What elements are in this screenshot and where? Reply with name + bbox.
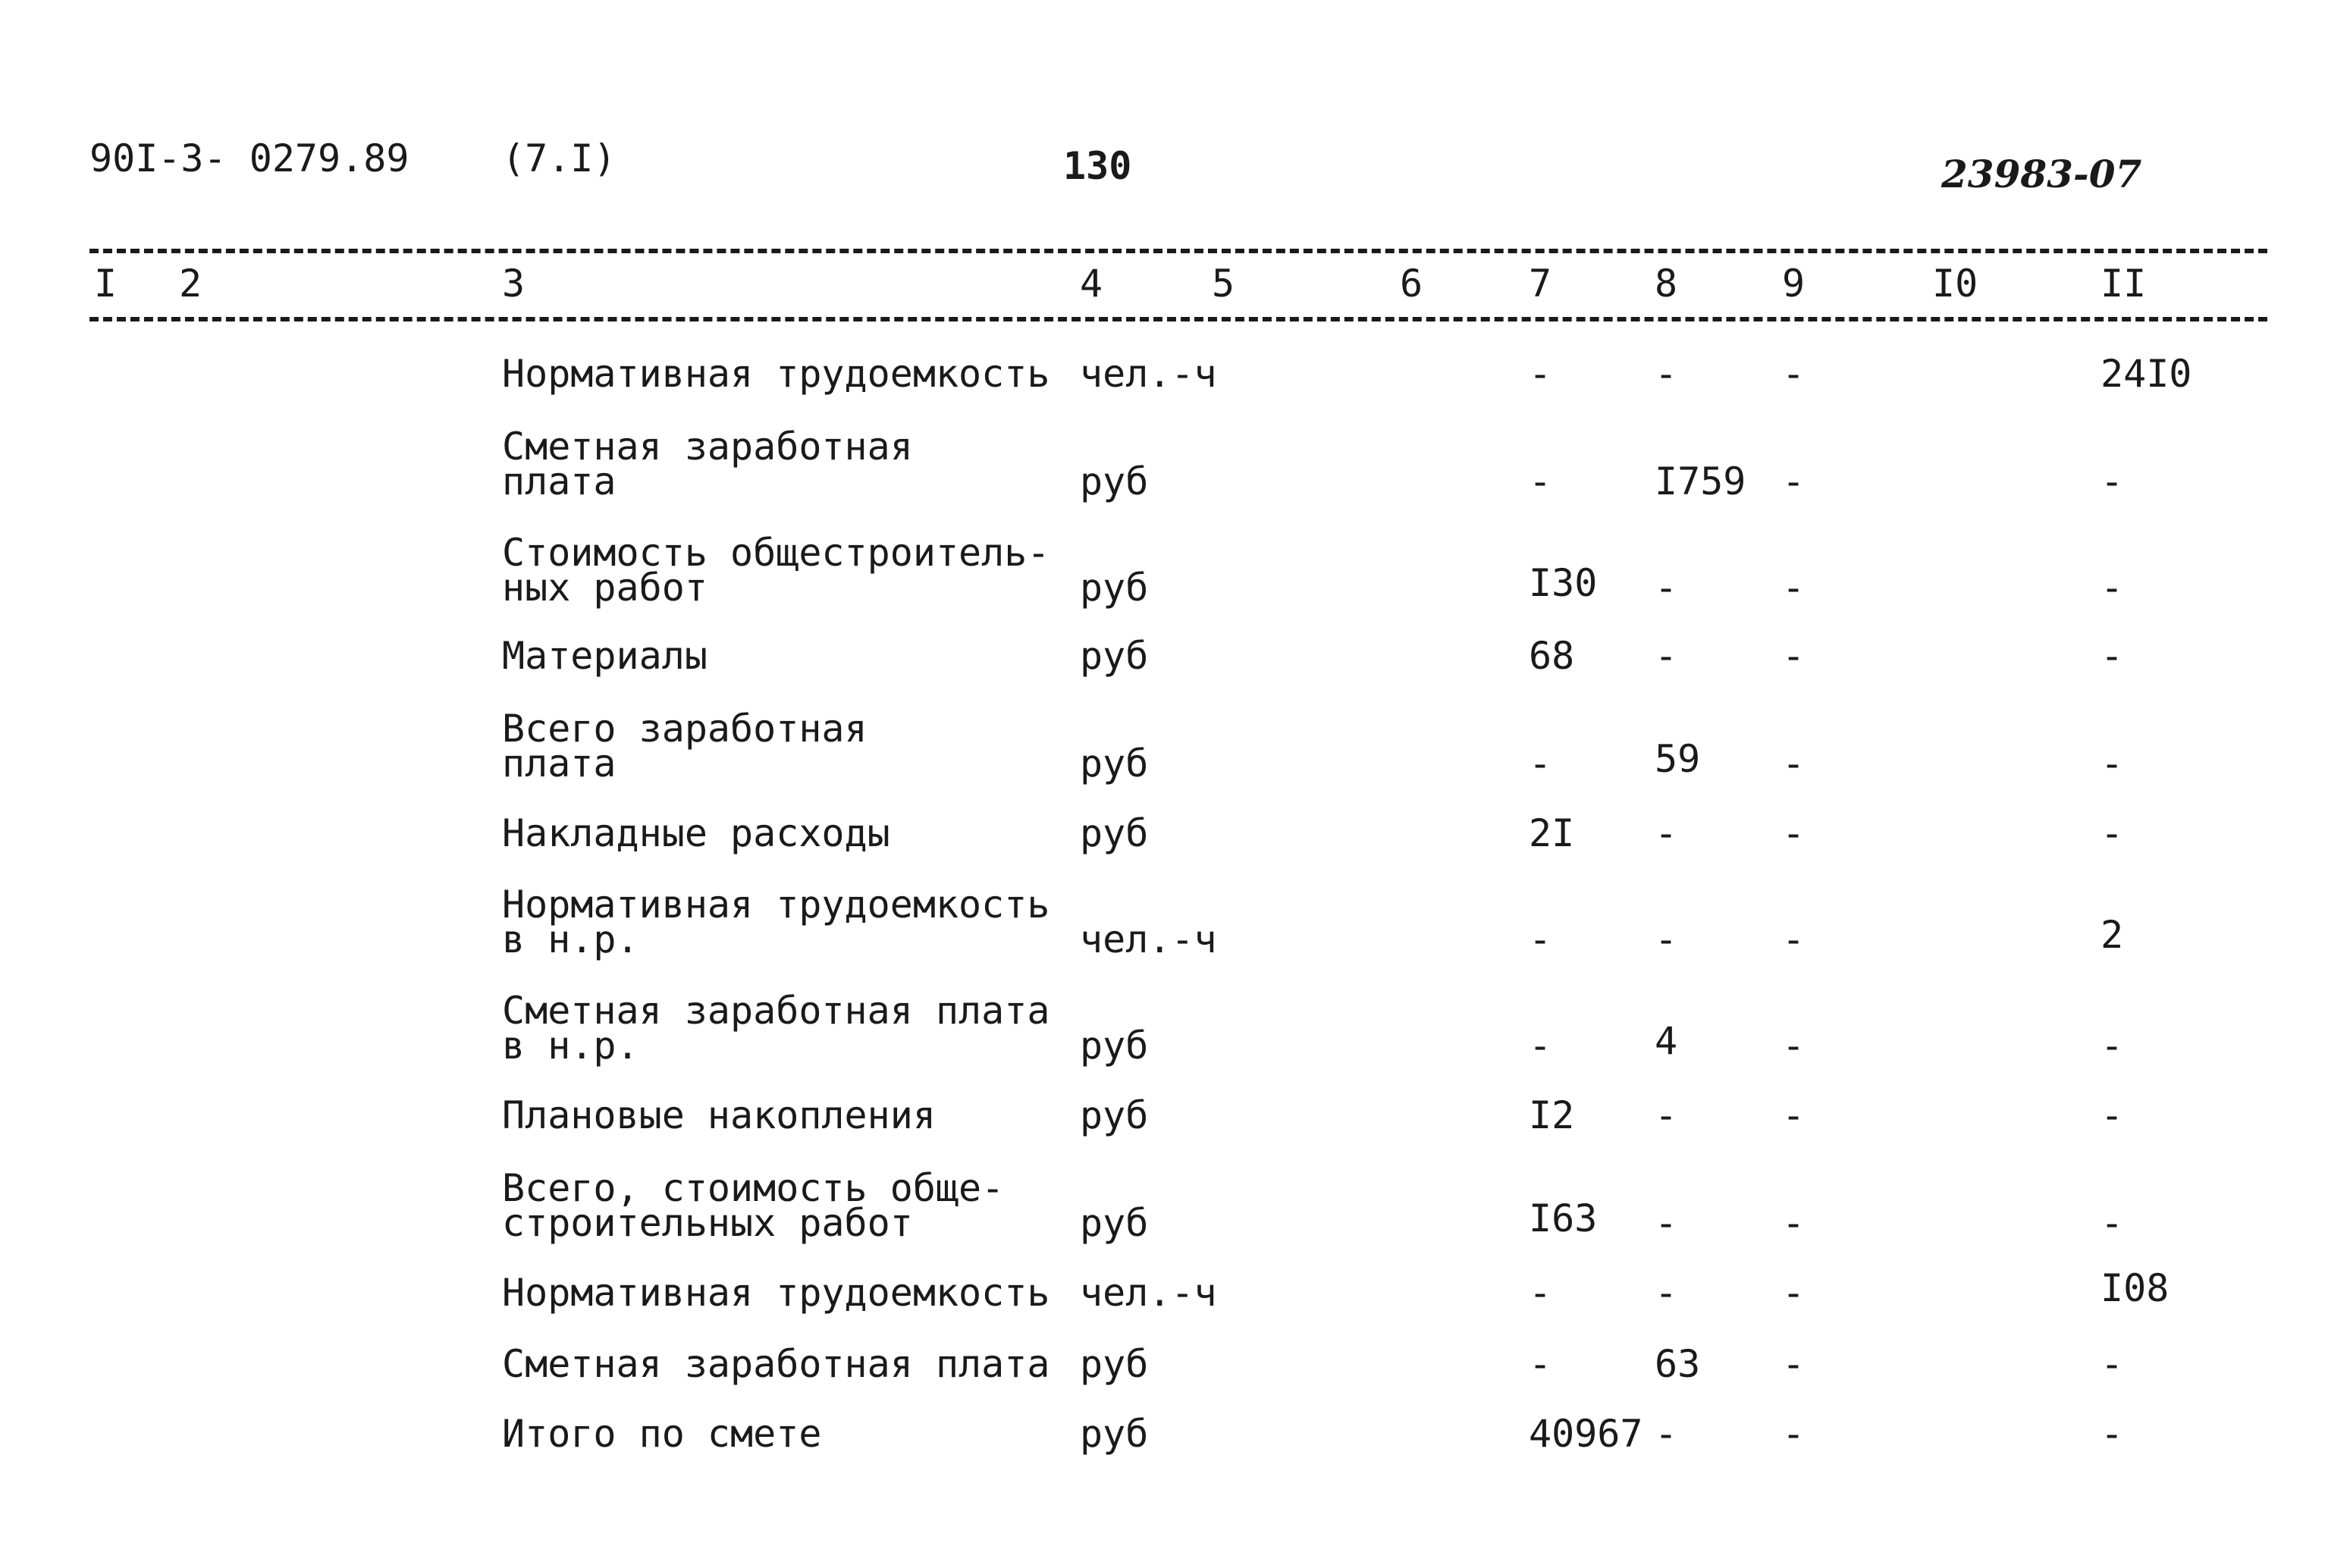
row-unit: руб [1080, 811, 1149, 855]
row-col-11: I08 [2101, 1266, 2170, 1310]
row-col-11: - [2101, 1412, 2124, 1456]
row-name: Стоимость общестроитель- ных работ [502, 531, 1050, 610]
row-col-7: - [1529, 1342, 1552, 1386]
row-name: Накладные расходы [502, 811, 890, 855]
row-unit: руб [1080, 566, 1149, 610]
row-col-7: 2I [1529, 811, 1575, 855]
row-col-9: - [1782, 566, 1806, 610]
col-header-6: 6 [1400, 262, 1423, 306]
row-col-11: - [2101, 742, 2124, 786]
row-col-8: - [1655, 1412, 1678, 1456]
row-unit: руб [1080, 1412, 1149, 1456]
archive-number: 23983-07 [1941, 152, 2142, 196]
row-name: Материалы [502, 634, 707, 678]
col-header-2: 2 [179, 262, 202, 306]
row-name: Нормативная трудоемкость в н.р. [502, 883, 1050, 961]
row-unit: чел.-ч [1080, 917, 1217, 961]
row-col-11: - [2101, 1024, 2124, 1068]
row-unit: чел.-ч [1080, 1271, 1217, 1315]
row-col-7: 40967 [1529, 1412, 1643, 1456]
document-code: 90I-3- 0279.89 [89, 136, 409, 180]
row-name: Сметная заработная плата [502, 1342, 1050, 1386]
row-col-7: - [1529, 459, 1552, 503]
col-header-1: I [94, 262, 118, 306]
row-col-9: - [1782, 459, 1806, 503]
row-col-9: - [1782, 1024, 1806, 1068]
row-col-7: - [1529, 1271, 1552, 1315]
row-col-8: - [1655, 1093, 1678, 1137]
row-unit: руб [1080, 1342, 1149, 1386]
row-col-11: - [2101, 459, 2124, 503]
row-col-11: - [2101, 566, 2124, 610]
section-number: (7.I) [502, 136, 617, 180]
row-col-9: - [1782, 1201, 1806, 1245]
row-col-9: - [1782, 1093, 1806, 1137]
col-header-9: 9 [1782, 262, 1806, 306]
col-header-10: I0 [1932, 262, 1978, 306]
row-unit: чел.-ч [1080, 352, 1217, 396]
row-col-8: - [1655, 566, 1678, 610]
row-col-8: - [1655, 1271, 1678, 1315]
row-col-8: I759 [1655, 459, 1746, 503]
row-col-8: 4 [1655, 1019, 1678, 1063]
header-top-rule [89, 249, 2267, 253]
row-col-8: - [1655, 917, 1678, 961]
row-col-9: - [1782, 352, 1806, 396]
row-name: Сметная заработная плата в н.р. [502, 989, 1050, 1068]
col-header-7: 7 [1529, 262, 1552, 306]
col-header-8: 8 [1655, 262, 1678, 306]
row-col-8: 63 [1655, 1342, 1701, 1386]
row-col-8: - [1655, 1201, 1678, 1245]
col-header-3: 3 [502, 262, 526, 306]
row-name: Итого по смете [502, 1412, 822, 1456]
row-unit: руб [1080, 1024, 1149, 1068]
row-col-11: - [2101, 811, 2124, 855]
row-col-7: - [1529, 742, 1552, 786]
row-name: Всего, стоимость обще- строительных работ [502, 1166, 1005, 1245]
row-name: Нормативная трудоемкость [502, 352, 1050, 396]
row-col-9: - [1782, 1412, 1806, 1456]
row-col-7: - [1529, 1024, 1552, 1068]
row-col-7: I63 [1529, 1196, 1598, 1240]
row-col-8: - [1655, 352, 1678, 396]
row-name: Нормативная трудоемкость [502, 1271, 1050, 1315]
row-unit: руб [1080, 634, 1149, 678]
row-col-7: 68 [1529, 634, 1575, 678]
row-unit: руб [1080, 1201, 1149, 1245]
row-col-11: - [2101, 1093, 2124, 1137]
col-header-5: 5 [1212, 262, 1235, 306]
row-col-11: - [2101, 1342, 2124, 1386]
row-col-11: 24I0 [2101, 352, 2192, 396]
row-col-7: I2 [1529, 1093, 1575, 1137]
row-col-11: - [2101, 634, 2124, 678]
row-unit: руб [1080, 742, 1149, 786]
row-col-9: - [1782, 1342, 1806, 1386]
row-col-9: - [1782, 634, 1806, 678]
page-number: 130 [1063, 144, 1132, 188]
row-col-9: - [1782, 1271, 1806, 1315]
row-col-9: - [1782, 917, 1806, 961]
row-col-9: - [1782, 811, 1806, 855]
col-header-11: II [2101, 262, 2147, 306]
row-col-7: I30 [1529, 561, 1598, 605]
header-bottom-rule [89, 317, 2267, 321]
row-col-8: 59 [1655, 737, 1701, 781]
row-name: Всего заработная плата [502, 707, 868, 786]
row-col-9: - [1782, 742, 1806, 786]
row-col-7: - [1529, 917, 1552, 961]
row-col-8: - [1655, 634, 1678, 678]
row-col-11: 2 [2101, 913, 2124, 957]
col-header-4: 4 [1080, 262, 1103, 306]
row-unit: руб [1080, 1093, 1149, 1137]
row-unit: руб [1080, 459, 1149, 503]
row-col-11: - [2101, 1201, 2124, 1245]
row-name: Плановые накопления [502, 1093, 936, 1137]
row-col-8: - [1655, 811, 1678, 855]
row-col-7: - [1529, 352, 1552, 396]
row-name: Сметная заработная плата [502, 425, 913, 503]
